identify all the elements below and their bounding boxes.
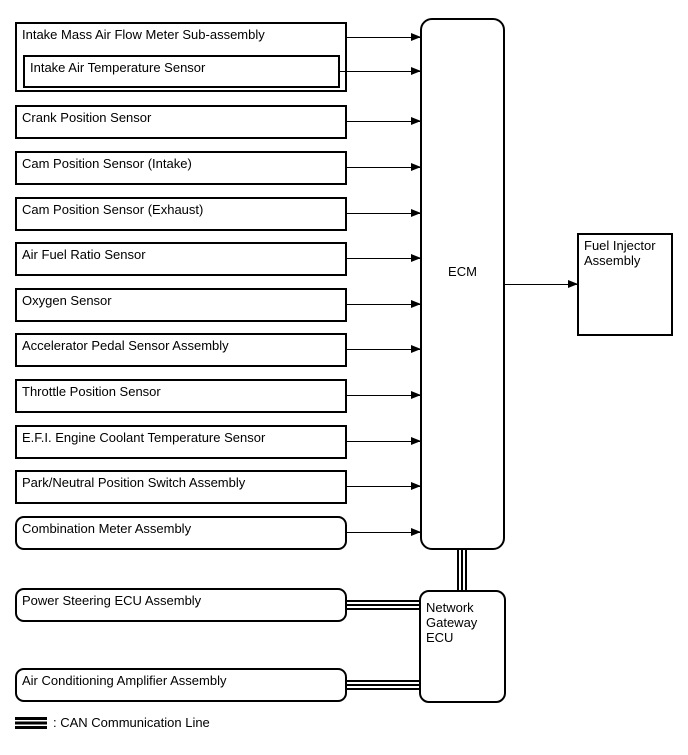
ecm-box	[420, 18, 505, 550]
arrow-cam-exhaust-to-ecm	[347, 213, 420, 214]
arrow-oxygen-to-ecm	[347, 304, 420, 305]
arrow-coolant-temp-to-ecm	[347, 441, 420, 442]
arrow-intake-maf-to-ecm	[347, 37, 420, 38]
arrow-throttle-position-to-ecm	[347, 395, 420, 396]
input-box-intake-air-temperature-sensor	[23, 55, 340, 88]
box-label: Oxygen Sensor	[22, 293, 112, 308]
box-label: Power Steering ECU Assembly	[22, 593, 202, 608]
input-box-air-fuel-ratio-sensor	[15, 242, 347, 276]
input-box-efi-engine-coolant-temperature-sensor	[15, 425, 347, 459]
input-box-cam-position-sensor-intake	[15, 151, 347, 185]
arrow-park-neutral-to-ecm	[347, 486, 420, 487]
arrow-air-fuel-ratio-to-ecm	[347, 258, 420, 259]
box-label: Fuel Injector Assembly	[584, 238, 656, 268]
can-line-symbol	[15, 717, 47, 729]
input-box-park-neutral-position-switch	[15, 470, 347, 504]
input-box-throttle-position-sensor	[15, 379, 347, 413]
can-line-power-steering-to-gateway	[347, 600, 419, 610]
can-box-power-steering-ecu-assembly	[15, 588, 347, 622]
arrow-crank-position-to-ecm	[347, 121, 420, 122]
input-box-accelerator-pedal-sensor	[15, 333, 347, 367]
can-line-ecm-to-gateway	[457, 550, 467, 590]
network-gateway-ecu-box	[419, 590, 506, 703]
box-label: Air Fuel Ratio Sensor	[22, 247, 146, 262]
output-box-fuel-injector-assembly	[577, 233, 673, 336]
box-label: Accelerator Pedal Sensor Assembly	[22, 338, 229, 353]
box-label: Cam Position Sensor (Exhaust)	[22, 202, 204, 217]
arrow-ecm-to-fuel-injector	[505, 284, 577, 285]
can-box-air-conditioning-amplifier-assembly	[15, 668, 347, 702]
box-label: E.F.I. Engine Coolant Temperature Sensor	[22, 430, 266, 445]
input-box-cam-position-sensor-exhaust	[15, 197, 347, 231]
input-box-combination-meter-assembly	[15, 516, 347, 550]
arrow-accelerator-pedal-to-ecm	[347, 349, 420, 350]
ecm-label: ECM	[448, 264, 477, 279]
box-label: Air Conditioning Amplifier Assembly	[22, 673, 227, 688]
arrow-combination-meter-to-ecm	[347, 532, 420, 533]
box-label: Park/Neutral Position Switch Assembly	[22, 475, 246, 490]
box-label: Intake Mass Air Flow Meter Sub-assembly	[22, 27, 265, 42]
box-label: Combination Meter Assembly	[22, 521, 192, 536]
can-line-air-conditioning-to-gateway	[347, 680, 419, 690]
arrow-intake-air-temp-to-ecm	[340, 71, 420, 72]
box-label: Throttle Position Sensor	[22, 384, 161, 399]
legend-label: : CAN Communication Line	[53, 715, 210, 730]
box-label: Intake Air Temperature Sensor	[30, 60, 206, 75]
input-box-crank-position-sensor	[15, 105, 347, 139]
box-label: Crank Position Sensor	[22, 110, 152, 125]
box-label: Cam Position Sensor (Intake)	[22, 156, 192, 171]
arrow-cam-intake-to-ecm	[347, 167, 420, 168]
box-label: Network Gateway ECU	[426, 600, 478, 645]
input-box-oxygen-sensor	[15, 288, 347, 322]
